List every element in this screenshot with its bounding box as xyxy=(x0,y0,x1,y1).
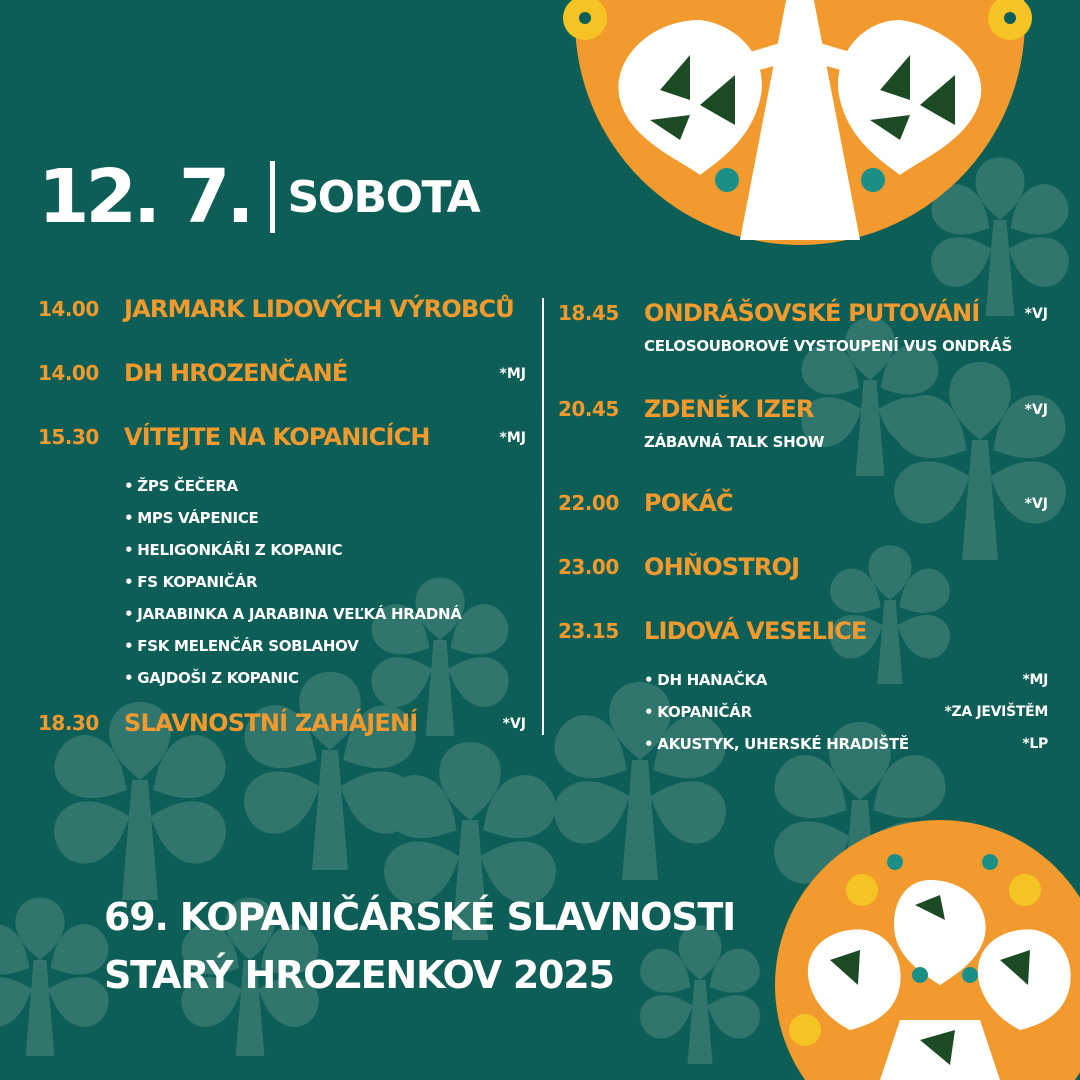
performer-stage: *MJ xyxy=(1022,672,1048,688)
performer-item: • DH HANAČKA *MJ xyxy=(644,664,1048,696)
event-title: SLAVNOSTNÍ ZAHÁJENÍ xyxy=(124,709,418,737)
festival-title-line1: 69. KOPANIČÁRSKÉ SLAVNOSTI xyxy=(104,895,736,939)
event-title: JARMARK LIDOVÝCH VÝROBCŮ xyxy=(124,295,514,323)
schedule-left-column xyxy=(38,292,526,746)
performer-item: • GAJDOŠI Z KOPANIC xyxy=(124,669,299,687)
performer-item: • HELIGONKÁŘI Z KOPANIC xyxy=(124,541,343,559)
event-subtitle: ZÁBAVNÁ TALK SHOW xyxy=(644,433,825,451)
date-separator xyxy=(270,161,275,233)
event-title: OHŇOSTROJ xyxy=(644,553,800,581)
event-weekday: SOBOTA xyxy=(287,171,480,223)
event-title: ZDENĚK IZER xyxy=(644,395,814,423)
event-block xyxy=(38,292,526,356)
event-block xyxy=(38,356,526,420)
festival-title-line2: STARÝ HROZENKOV 2025 xyxy=(104,953,614,997)
event-time: 22.00 xyxy=(558,491,619,515)
event-block xyxy=(558,296,1048,392)
event-title: DH HROZENČANÉ xyxy=(124,359,348,387)
performer-item: • AKUSTYK, UHERSKÉ HRADIŠTĚ *LP xyxy=(644,728,1048,760)
performer-item: • FSK MELENČÁR SOBLAHOV xyxy=(124,637,359,655)
event-time: 18.45 xyxy=(558,301,619,325)
event-block xyxy=(558,614,1048,753)
date-header xyxy=(38,154,480,240)
event-time: 14.00 xyxy=(38,297,99,321)
event-block xyxy=(558,486,1048,550)
event-time: 23.15 xyxy=(558,619,619,643)
performer-item: • KOPANIČÁR *ZA JEVIŠTĚM xyxy=(644,696,1048,728)
event-stage: *VJ xyxy=(1024,306,1048,322)
performer-item: • MPS VÁPENICE xyxy=(124,509,259,527)
performer-stage: *LP xyxy=(1022,736,1048,752)
performer-item: • FS KOPANIČÁR xyxy=(124,573,258,591)
event-subtitle: CELOSOUBOROVÉ VYSTOUPENÍ VUS ONDRÁŠ xyxy=(644,337,1012,355)
event-block xyxy=(558,550,1048,614)
performer-stage: *ZA JEVIŠTĚM xyxy=(944,704,1048,720)
performer-list xyxy=(124,470,526,694)
event-block xyxy=(558,392,1048,486)
performer-list xyxy=(644,664,1048,760)
schedule-right-column xyxy=(558,296,1048,753)
event-time: 18.30 xyxy=(38,711,99,735)
event-stage: *MJ xyxy=(499,366,526,382)
event-time: 23.00 xyxy=(558,555,619,579)
event-time: 20.45 xyxy=(558,397,619,421)
event-title: ONDRÁŠOVSKÉ PUTOVÁNÍ xyxy=(644,299,980,327)
performer-item: • JARABINKA A JARABINA VEĽKÁ HRADNÁ xyxy=(124,605,462,623)
performer-item: • ŽPS ČEČERA xyxy=(124,477,238,495)
event-time: 14.00 xyxy=(38,361,99,385)
event-block xyxy=(38,420,526,706)
event-stage: *MJ xyxy=(499,430,526,446)
event-title: LIDOVÁ VESELICE xyxy=(644,617,867,645)
event-title: VÍTEJTE NA KOPANICÍCH xyxy=(124,423,430,451)
event-stage: *VJ xyxy=(1024,402,1048,418)
event-block xyxy=(38,706,526,746)
column-divider xyxy=(542,298,544,735)
event-date: 12. 7. xyxy=(38,154,251,240)
event-stage: *VJ xyxy=(502,716,526,732)
event-time: 15.30 xyxy=(38,425,99,449)
event-title: POKÁČ xyxy=(644,489,733,517)
event-stage: *VJ xyxy=(1024,496,1048,512)
festival-title xyxy=(104,888,735,1004)
